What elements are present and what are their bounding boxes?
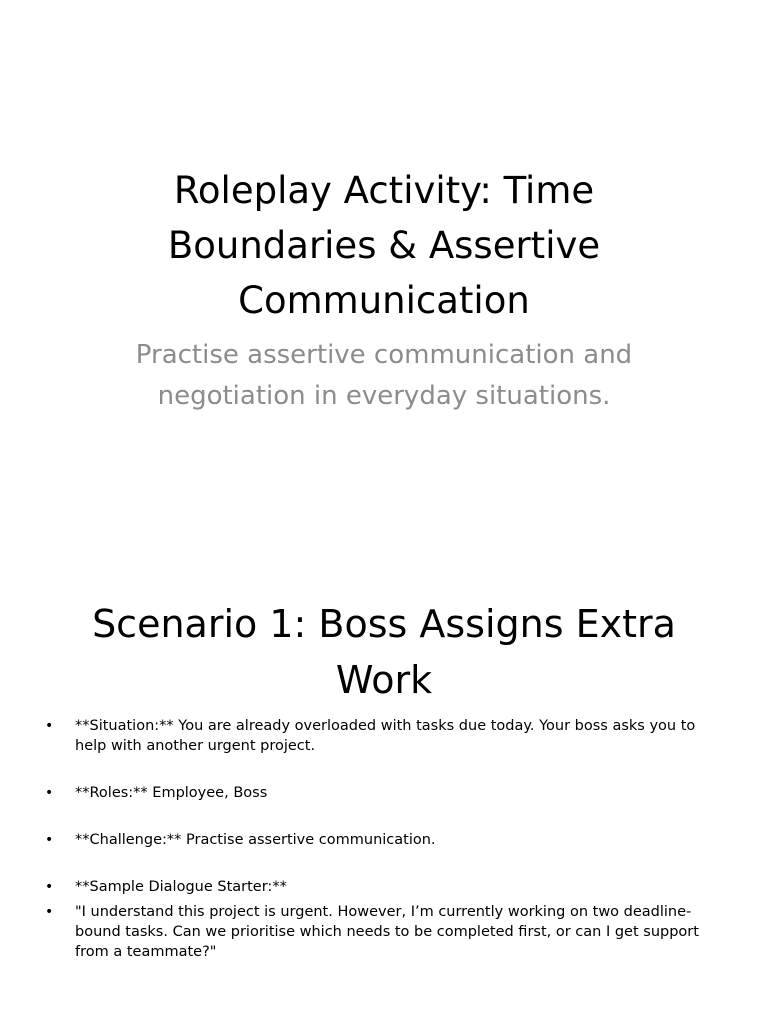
bullet-situation xyxy=(0,716,768,756)
bullet-marker: • xyxy=(45,904,54,920)
bullet-marker: • xyxy=(45,718,54,734)
slide-title: Roleplay Activity: Time Boundaries & Assertive Communication xyxy=(167,169,601,322)
slide-subtitle: Practise assertive communication and negotiation in everyday situations. xyxy=(135,340,633,411)
bullet-text: **Sample Dialogue Starter:** xyxy=(75,879,287,895)
bullet-marker: • xyxy=(45,879,54,895)
scenario-title: Scenario 1: Boss Assigns Extra Work xyxy=(92,602,676,702)
bullet-roles xyxy=(0,783,768,803)
bullet-marker: • xyxy=(45,785,54,801)
bullet-text: **Situation:** You are already overloaded with tasks due today. Your boss asks you to help with another urgent project. xyxy=(75,718,696,754)
bullet-dialogue-heading xyxy=(0,877,768,897)
scenario-bullet-list xyxy=(0,716,768,962)
bullet-text: **Roles:** Employee, Boss xyxy=(75,785,268,801)
scenario-slide xyxy=(0,576,768,1024)
bullet-text: "I understand this project is urgent. However, I’m currently working on two deadline-bound tasks. Can we prioritise which needs to be completed first, or can I get support from a teammate?" xyxy=(75,904,699,960)
bullet-marker: • xyxy=(45,832,54,848)
bullet-dialogue-quote xyxy=(0,902,768,962)
bullet-text: **Challenge:** Practise assertive communication. xyxy=(75,832,436,848)
bullet-challenge xyxy=(0,830,768,850)
